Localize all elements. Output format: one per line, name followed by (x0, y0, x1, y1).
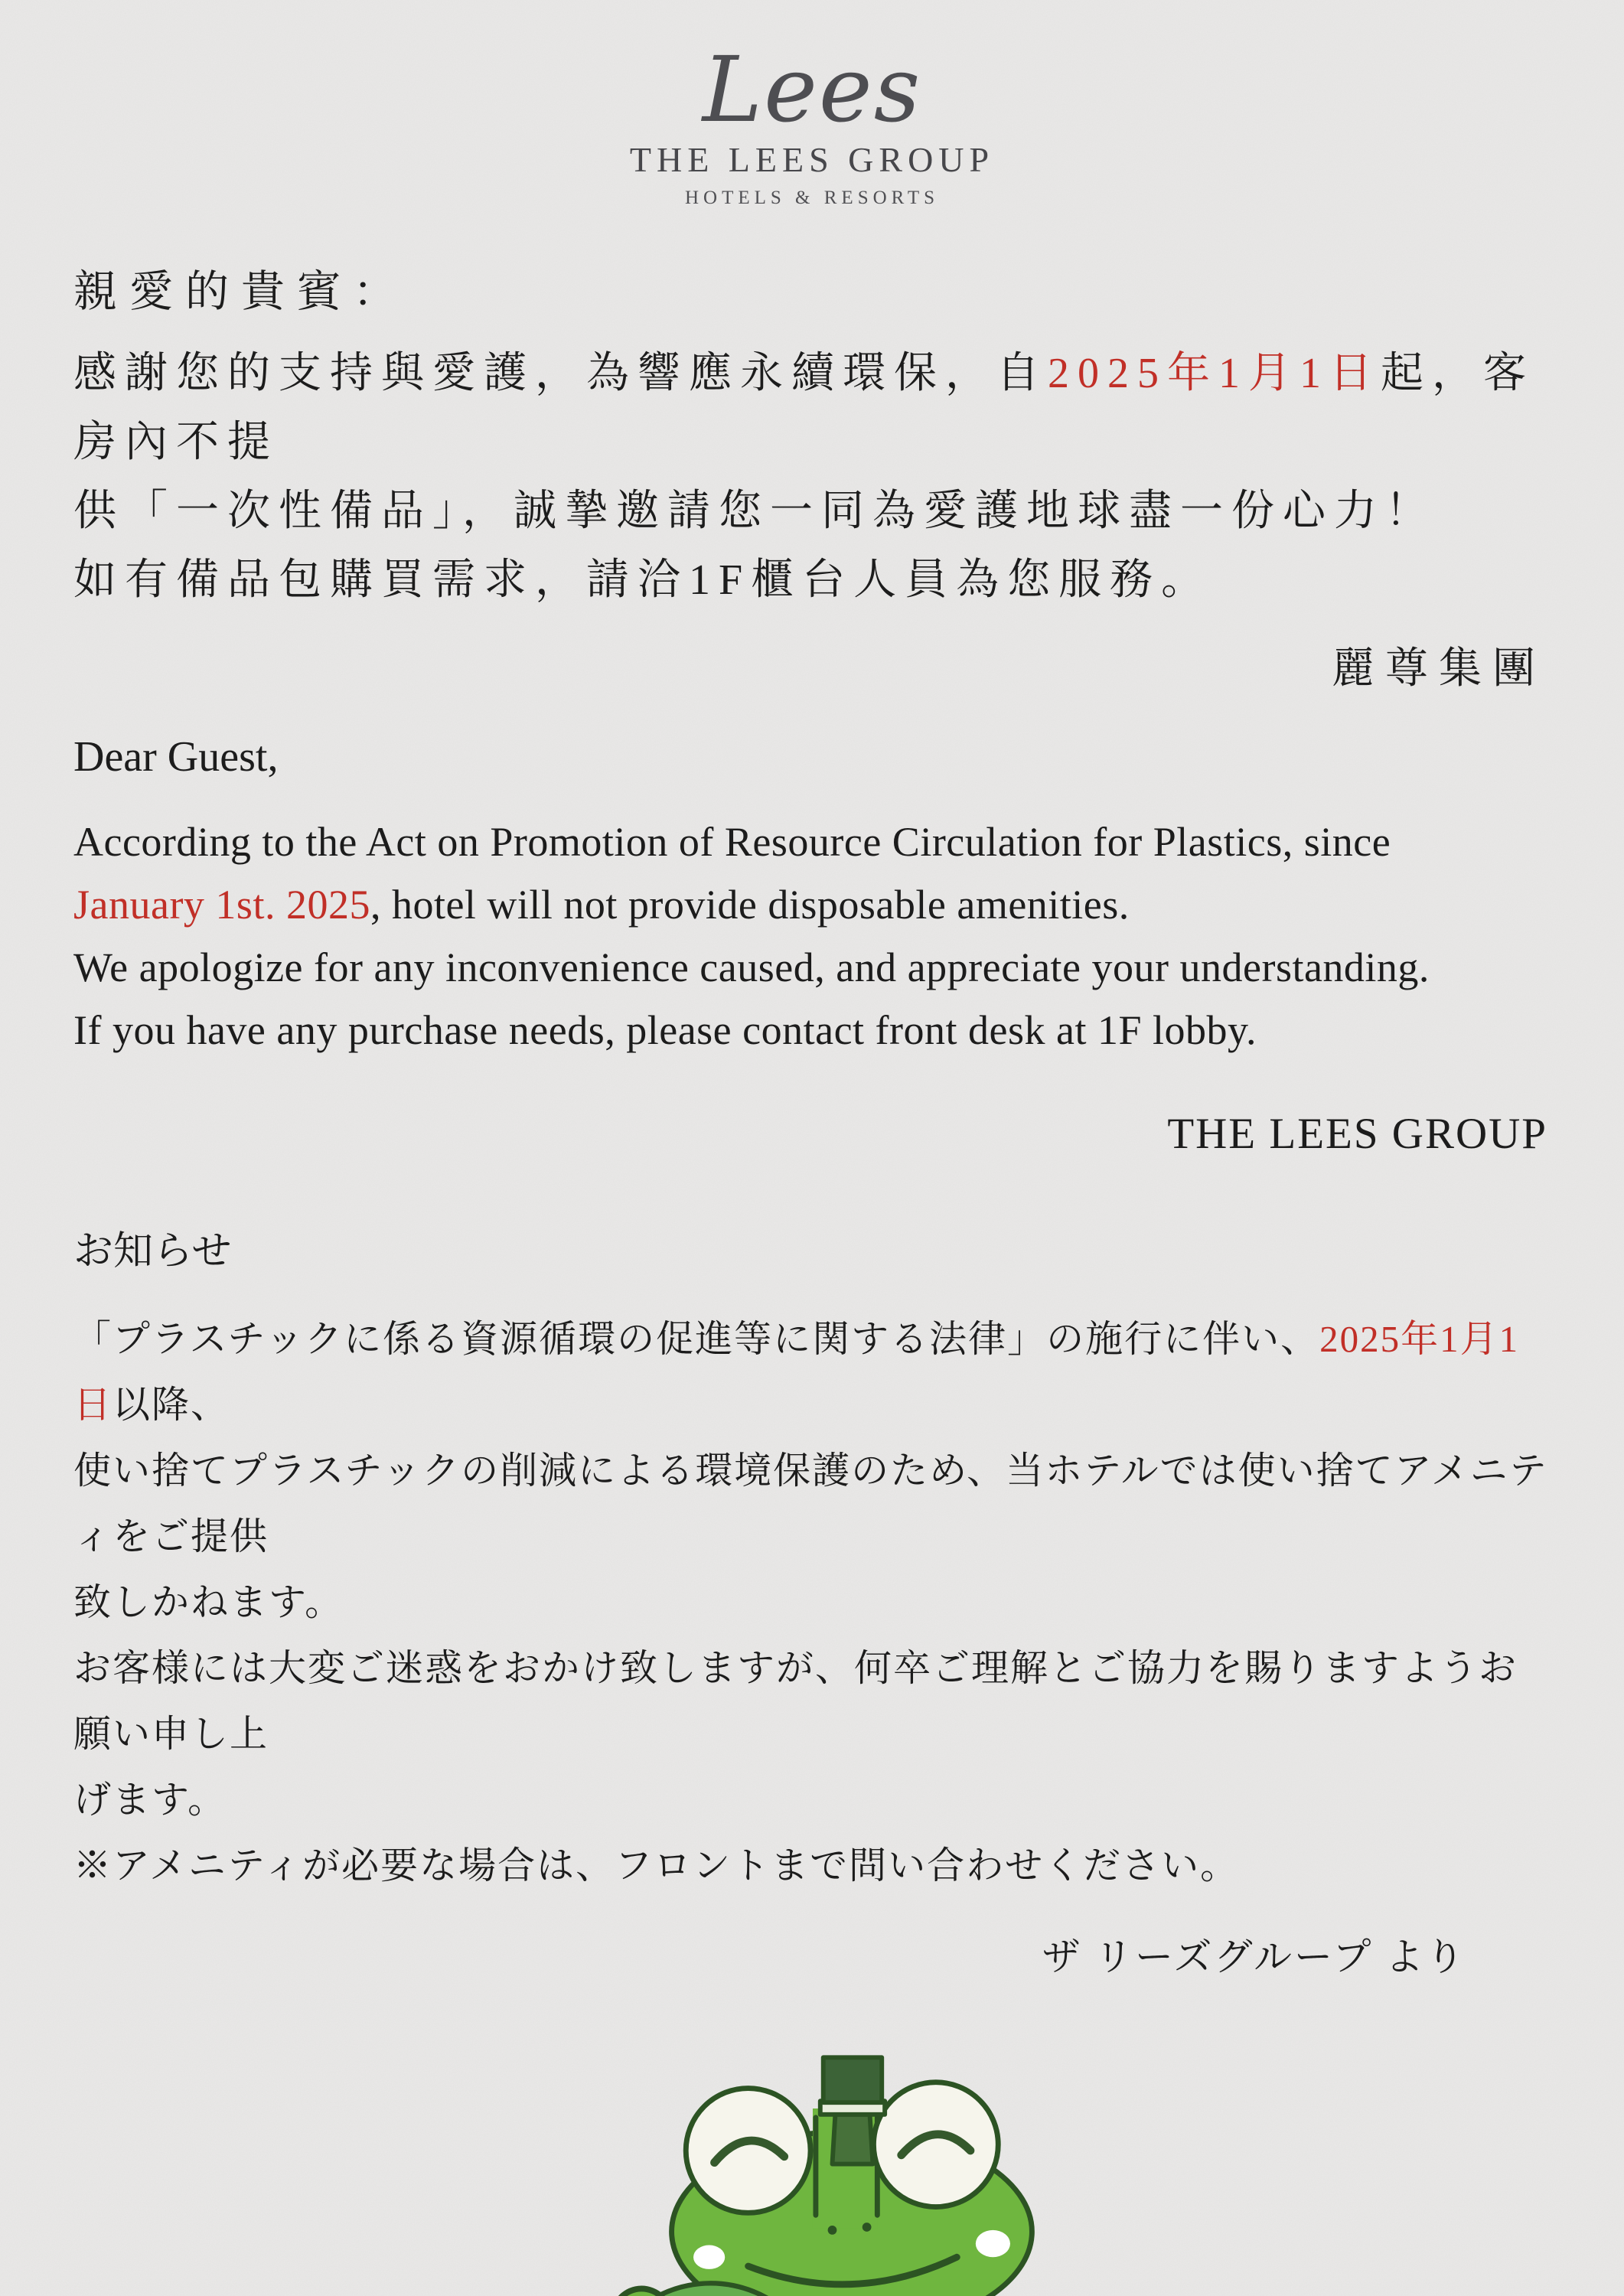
japanese-line-1-a: 「プラスチックに係る資源循環の促進等に関する法律」の施行に伴い、 (73, 1318, 1320, 1360)
mascot-container (73, 2030, 1551, 2296)
english-line-2 (73, 873, 1551, 936)
chinese-line-3: 如有備品包購買需求，請洽1F櫃台人員為您服務。 (73, 556, 1213, 604)
english-line-4: If you have any purchase needs, please contact front desk at 1F lobby. (73, 1007, 1257, 1053)
frog-left-cheek-dot (693, 2245, 725, 2269)
japanese-line-1-b: 以降、 (113, 1384, 230, 1426)
logo-script-text: Lees (702, 37, 922, 142)
logo-company-name: THE LEES GROUP (629, 140, 995, 179)
frog-right-eye (873, 2082, 998, 2207)
chinese-section (73, 256, 1551, 696)
frog-hugging-earth-illustration (567, 2030, 1057, 2296)
english-section (73, 732, 1551, 1159)
english-signature: THE LEES GROUP (1167, 1110, 1547, 1158)
japanese-heading: お知らせ (73, 1230, 232, 1274)
english-greeting: Dear Guest, (73, 733, 279, 781)
frog-left-eye (686, 2089, 810, 2213)
chinese-signature: 麗尊集團 (1332, 645, 1546, 693)
english-line-2-b: , hotel will not provide disposable amenities. (370, 882, 1130, 928)
chinese-line-1 (73, 339, 1551, 477)
english-date-red: January 1st. 2025 (73, 882, 370, 928)
japanese-line-4: お客様には大変ご迷惑をおかけ致しますが、何卒ご理解とご協力を賜りますようお願い申し上 (73, 1647, 1518, 1755)
japanese-line-1 (73, 1306, 1551, 1438)
frog-hat-top (823, 2057, 882, 2102)
frog-hat-stem (832, 2115, 872, 2164)
japanese-line-6: ※アメニティが必要な場合は、フロントまで問い合わせください。 (73, 1844, 1240, 1887)
logo-tagline: HOTELS & RESORTS (684, 188, 940, 208)
japanese-line-5: げます。 (73, 1779, 227, 1821)
japanese-line-2: 使い捨てプラスチックの削減による環境保護のため、当ホテルでは使い捨てアメニティをご提供 (73, 1450, 1548, 1557)
frog-right-cheek-dot (976, 2230, 1010, 2257)
chinese-line-1-a: 感謝您的支持與愛護，為響應永續環保，自 (73, 350, 1048, 397)
japanese-section (73, 1218, 1551, 1981)
japanese-date-red: 2025年1月1日 (73, 1318, 1520, 1426)
frog-left-nostril (828, 2226, 837, 2235)
chinese-line-2: 供「一次性備品」，誠摯邀請您一同為愛護地球盡一份心力！ (73, 488, 1436, 535)
chinese-greeting: 親愛的貴賓： (73, 268, 409, 316)
english-line-3: We apologize for any inconvenience caused, and appreciate your understanding. (73, 944, 1430, 990)
chinese-line-1-b: 起，客房內不提 (73, 350, 1534, 466)
lees-group-logo (73, 0, 1551, 209)
english-line-1: According to the Act on Promotion of Resource Circulation for Plastics, since (73, 819, 1391, 865)
chinese-date-red: 2025年1月1日 (1048, 350, 1381, 397)
frog-right-nostril (863, 2223, 872, 2232)
japanese-signature: ザ リーズグループ より (1042, 1936, 1466, 1978)
japanese-line-3: 致しかねます。 (73, 1581, 344, 1623)
